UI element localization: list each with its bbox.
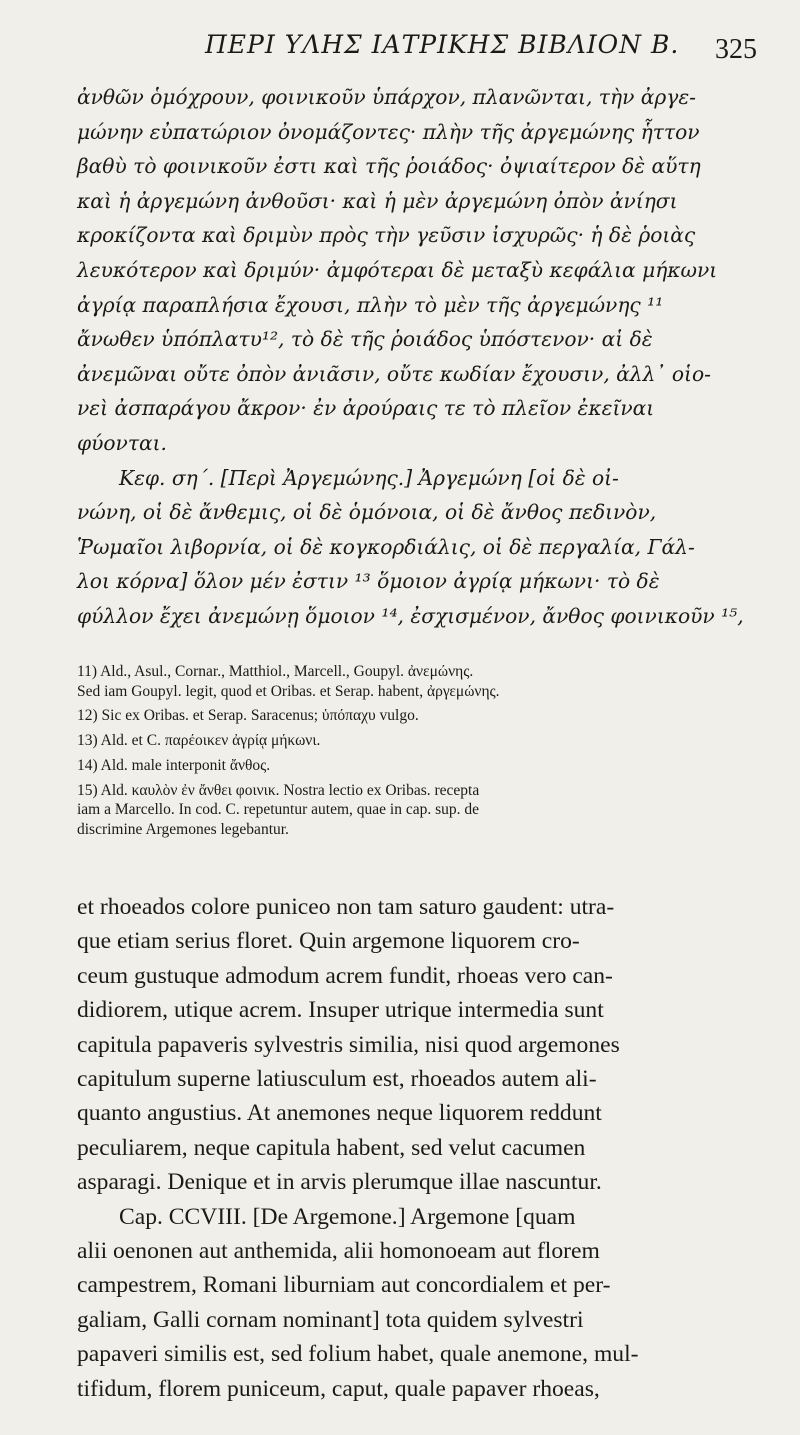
latin-line: capitulum superne latiusculum est, rhoeados autem ali-	[77, 1066, 597, 1093]
footnote-13: 13) Ald. et C. παρέοικεν ἀγρίᾳ μήκωνι.	[77, 732, 321, 750]
greek-line: λευκότερον καὶ δριμύν· ἀμφότεραι δὲ μεταξὺ κεφάλια μήκωνι	[77, 257, 718, 282]
running-title: ΠΕΡΙ ΥΛΗΣ ΙΑΤΡΙΚΗΣ ΒΙΒΛΙΟΝ Β.	[205, 30, 680, 59]
latin-translation-block	[77, 890, 767, 1406]
footnote-14: 14) Ald. male interponit ἄνθος.	[77, 756, 271, 774]
latin-line: et rhoeados colore puniceo non tam saturo gaudent: utra-	[77, 894, 615, 920]
greek-line: φύλλον ἔχει ἀνεμώνῃ ὅμοιον ¹⁴, ἐσχισμένον, ἄνθος φοινικοῦν ¹⁵,	[77, 603, 744, 628]
greek-line: ἄνωθεν ὑπόπλατυ¹², τὸ δὲ τῆς ῥοιάδος ὑπόστενον· αἱ δὲ	[77, 327, 653, 352]
latin-line: ceum gustuque admodum acrem fundit, rhoeas vero can-	[77, 962, 613, 989]
greek-line: μώνην εὐπατώριον ὀνομάζοντες· πλὴν τῆς ἀργεμώνης ἧττον	[77, 119, 700, 144]
footnote-11: 11) Ald., Asul., Cornar., Matthiol., Marcell., Goupyl. ἀνεμώνης.	[77, 663, 474, 680]
greek-line: νώνη, οἱ δὲ ἄνθεμις, οἱ δὲ ὁμόνοια, οἱ δὲ ἄνθος πεδινὸν,	[77, 500, 657, 525]
latin-line: que etiam serius floret. Quin argemone liquorem cro-	[77, 928, 580, 955]
footnotes-block	[77, 662, 767, 840]
latin-line: alii oenonen aut anthemida, alii homonoeam aut florem	[77, 1238, 600, 1265]
page-header	[0, 22, 800, 72]
greek-line: ἀγρίᾳ παραπλήσια ἔχουσι, πλὴν τὸ μὲν τῆς ἀργεμώνης ¹¹	[77, 292, 664, 317]
greek-line: ἀνεμῶναι οὔτε ὀπὸν ἀνιᾶσιν, οὔτε κωδίαν ἔχουσιν, ἀλλ᾽ οἱο-	[77, 361, 711, 386]
footnote-11-continued: Sed iam Goupyl. legit, quod et Oribas. et Serap. habent, ἀργεμώνης.	[77, 682, 500, 700]
latin-line: galiam, Galli cornam nominant] tota quidem sylvestri	[77, 1306, 584, 1333]
latin-line: capitula papaveris sylvestris similia, nisi quod argemones	[77, 1031, 620, 1058]
greek-text-block	[77, 80, 767, 634]
greek-line: Ῥωμαῖοι λιβορνία, οἱ δὲ κογκορδιάλις, οἱ δὲ περγαλία, Γάλ-	[77, 534, 695, 559]
greek-line: νεὶ ἀσπαράγου ἄκρον· ἐν ἀρούραις τε τὸ πλεῖον ἐκεῖναι	[77, 396, 655, 421]
greek-line: κροκίζοντα καὶ δριμὺν πρὸς τὴν γεῦσιν ἰσχυρῶς· ἡ δὲ ῥοιὰς	[77, 223, 696, 248]
footnote-15: 15) Ald. καυλὸν ἐν ἄνθει φοινικ. Nostra lectio ex Oribas. recepta	[77, 781, 480, 799]
footnote-15-continued: discrimine Argemones legebantur.	[77, 820, 289, 838]
greek-line: λοι κόρνα] ὅλον μέν ἐστιν ¹³ ὅμοιον ἀγρίᾳ μήκωνι· τὸ δὲ	[77, 569, 660, 594]
latin-chapter-heading-line: Cap. CCVIII. [De Argemone.] Argemone [quam	[119, 1203, 576, 1230]
greek-line: φύονται.	[77, 430, 167, 455]
latin-line: asparagi. Denique et in arvis plerumque illae nascuntur.	[77, 1169, 602, 1196]
latin-line: tifidum, florem puniceum, caput, quale papaver rhoeas,	[77, 1375, 600, 1402]
latin-line: didiorem, utique acrem. Insuper utrique intermedia sunt	[77, 997, 604, 1024]
latin-line: papaveri similis est, sed folium habet, quale anemone, mul-	[77, 1341, 639, 1368]
latin-line: campestrem, Romani liburniam aut concordialem et per-	[77, 1272, 611, 1299]
greek-chapter-heading-line: Κεφ. ση΄. [Περὶ Ἀργεμώνης.] Ἀργεμώνη [οἱ δὲ οἰ-	[119, 465, 619, 490]
footnote-15-continued: iam a Marcello. In cod. C. repetuntur autem, quae in cap. sup. de	[77, 801, 480, 819]
greek-line: καὶ ἡ ἀργεμώνη ἀνθοῦσι· καὶ ἡ μὲν ἀργεμώνη ὀπὸν ἀνίησι	[77, 188, 678, 213]
greek-line: βαθὺ τὸ φοινικοῦν ἐστι καὶ τῆς ῥοιάδος· ὀψιαίτερον δὲ αὕτη	[77, 154, 701, 179]
footnote-12: 12) Sic ex Oribas. et Serap. Saracenus; ὑπόπαχυ vulgo.	[77, 707, 419, 725]
greek-line: ἀνθῶν ὁμόχρουν, φοινικοῦν ὑπάρχον, πλανῶνται, τὴν ἀργε-	[77, 85, 696, 109]
page-number: 325	[715, 34, 757, 65]
latin-line: peculiarem, neque capitula habent, sed velut cacumen	[77, 1134, 586, 1161]
latin-line: quanto angustius. At anemones neque liquorem reddunt	[77, 1100, 602, 1127]
